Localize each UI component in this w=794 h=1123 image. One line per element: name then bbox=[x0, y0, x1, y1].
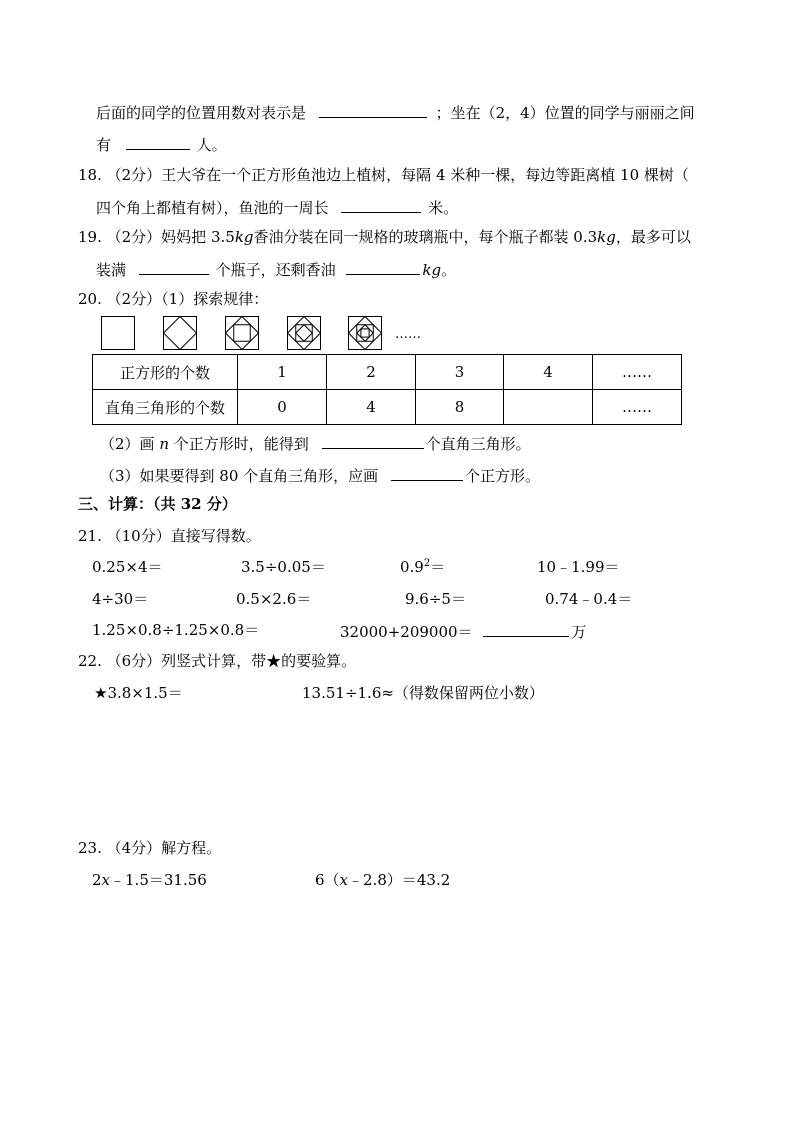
table-cell: 2 bbox=[327, 355, 416, 390]
q19-text-3: ，最多可以 bbox=[615, 228, 691, 246]
q21-exponent: 2 bbox=[423, 558, 431, 569]
table-cell: 4 bbox=[504, 355, 593, 390]
pattern-figure-4 bbox=[287, 316, 321, 350]
table-cell: 0 bbox=[238, 390, 327, 425]
q21-item: 10﹣1.99＝ bbox=[537, 558, 620, 576]
q19-unit-kg-2: kg bbox=[597, 228, 616, 246]
q20-sub3-answer-blank[interactable] bbox=[391, 464, 463, 481]
q19-line1 bbox=[78, 227, 691, 247]
q17-text-b: ；坐在（2，4）位置的同学与丽丽之间 bbox=[435, 104, 695, 122]
q22-line bbox=[78, 651, 356, 671]
q19-text-5: 个瓶子，还剩香油 bbox=[215, 261, 336, 279]
table-row bbox=[93, 390, 682, 425]
q21-item: 3.5÷0.05＝ bbox=[241, 558, 326, 576]
q21-item: 0.25×4＝ bbox=[92, 558, 163, 576]
pattern-figure-3 bbox=[225, 316, 259, 350]
q18-text-3: 米。 bbox=[428, 199, 459, 217]
q20-sub3-text-a: （3）如果要得到 80 个直角三角形，应画 bbox=[100, 467, 379, 485]
pattern-figure-1 bbox=[101, 316, 135, 350]
section-heading: 三、计算：（共 32 分） bbox=[78, 495, 237, 513]
q23-equation-a bbox=[92, 870, 207, 890]
q20-sub2-answer-blank[interactable] bbox=[322, 432, 424, 449]
table-cell: 1 bbox=[238, 355, 327, 390]
q23-title: （4分）解方程。 bbox=[106, 839, 222, 857]
q21-item-wan bbox=[340, 620, 586, 642]
q23-equation-b bbox=[315, 870, 450, 890]
q20-number: 20. bbox=[78, 290, 102, 308]
table-cell: …… bbox=[593, 355, 682, 390]
q19-answer-blank-2[interactable] bbox=[346, 258, 420, 275]
q19-text-4: 装满 bbox=[96, 261, 127, 279]
q23-number: 23. bbox=[78, 839, 102, 857]
table-cell: 4 bbox=[327, 390, 416, 425]
q17-line1 bbox=[96, 101, 695, 123]
q17-text-c: 有 bbox=[96, 136, 112, 154]
q22-item-b: 13.51÷1.6≈（得数保留两位小数） bbox=[302, 684, 544, 702]
q20-sub2 bbox=[100, 432, 531, 454]
q23a-post: ﹣1.5＝31.56 bbox=[110, 871, 207, 889]
q20-sub2-text-b: 个正方形时，能得到 bbox=[173, 435, 309, 453]
q21-title: （10分）直接写得数。 bbox=[106, 527, 261, 545]
table-row bbox=[93, 355, 682, 390]
q19-line2 bbox=[96, 258, 456, 280]
q21-item: 0.74﹣0.4＝ bbox=[545, 590, 633, 608]
q20-line1 bbox=[78, 289, 268, 309]
q20-sub2-n: n bbox=[159, 435, 169, 453]
q21-item: 1.25×0.8÷1.25×0.8＝ bbox=[92, 621, 260, 639]
q17-answer-blank-1[interactable] bbox=[319, 101, 427, 118]
table-cell: 正方形的个数 bbox=[93, 355, 238, 390]
q21-unit-wan: 万 bbox=[571, 623, 587, 641]
pattern-figure-2 bbox=[163, 316, 197, 350]
q21-equals: ＝ bbox=[430, 558, 446, 576]
q21-answer-blank[interactable] bbox=[483, 620, 569, 637]
q23a-variable: x bbox=[101, 871, 111, 889]
pattern-figure-5 bbox=[348, 316, 382, 350]
q20-intro: （2分）（1）探索规律： bbox=[106, 290, 269, 308]
q18-number: 18. bbox=[78, 166, 102, 184]
q21-number: 21. bbox=[78, 527, 102, 545]
q21-item: 0.5×2.6＝ bbox=[236, 590, 312, 608]
q21-line bbox=[78, 526, 261, 546]
q19-number: 19. bbox=[78, 228, 102, 246]
q22-title: （6分）列竖式计算，带★的要验算。 bbox=[106, 652, 357, 670]
q18-line2 bbox=[96, 196, 458, 218]
q23b-pre: 6（ bbox=[315, 871, 340, 889]
q18-answer-blank[interactable] bbox=[341, 196, 421, 213]
table-answer-cell[interactable] bbox=[504, 390, 593, 425]
q17-text-a: 后面的同学的位置用数对表示是 bbox=[96, 104, 307, 122]
q21-item-square bbox=[400, 557, 445, 577]
q20-sub2-text-a: （2）画 bbox=[100, 435, 155, 453]
table-cell: 8 bbox=[416, 390, 504, 425]
q19-unit-kg-1: kg bbox=[234, 228, 254, 246]
q23a-pre: 2 bbox=[92, 871, 102, 889]
q20-sub3 bbox=[100, 464, 540, 486]
q19-text-1: （2分）妈妈把 3.5 bbox=[106, 228, 235, 246]
q23b-variable: x bbox=[339, 871, 349, 889]
pattern-table bbox=[92, 354, 682, 425]
q18-text-1: （2分）王大爷在一个正方形鱼池边上植树，每隔 4 米种一棵，每边等距离植 10 棵树（ bbox=[106, 166, 689, 184]
q20-sub3-text-b: 个正方形。 bbox=[464, 467, 540, 485]
q21-base: 0.9 bbox=[400, 558, 424, 576]
q20-sub2-text-c: 个直角三角形。 bbox=[425, 435, 531, 453]
q17-text-d: 人。 bbox=[196, 136, 227, 154]
table-cell: 直角三角形的个数 bbox=[93, 390, 238, 425]
table-cell: …… bbox=[593, 390, 682, 425]
table-cell: 3 bbox=[416, 355, 504, 390]
q18-text-2: 四个角上都植有树），鱼池的一周长 bbox=[96, 199, 329, 217]
pattern-ellipsis: …… bbox=[395, 327, 421, 342]
q21-item: 9.6÷5＝ bbox=[405, 590, 466, 608]
q17-line2 bbox=[96, 133, 227, 155]
q23b-post: ﹣2.8）＝43.2 bbox=[348, 871, 451, 889]
q19-text-6: 。 bbox=[441, 261, 457, 279]
q19-text-2: 香油分装在同一规格的玻璃瓶中，每个瓶子都装 0.3 bbox=[253, 228, 598, 246]
q23-line bbox=[78, 838, 221, 858]
q19-unit-kg-3: kg bbox=[422, 261, 442, 279]
q19-answer-blank-1[interactable] bbox=[139, 258, 209, 275]
q18-line1 bbox=[78, 165, 689, 185]
q21-sum-expression: 32000+209000＝ bbox=[340, 623, 473, 641]
q22-number: 22. bbox=[78, 652, 102, 670]
q22-item-a: ★3.8×1.5＝ bbox=[94, 684, 183, 702]
q21-item: 4÷30＝ bbox=[92, 590, 149, 608]
q17-answer-blank-2[interactable] bbox=[126, 133, 190, 150]
